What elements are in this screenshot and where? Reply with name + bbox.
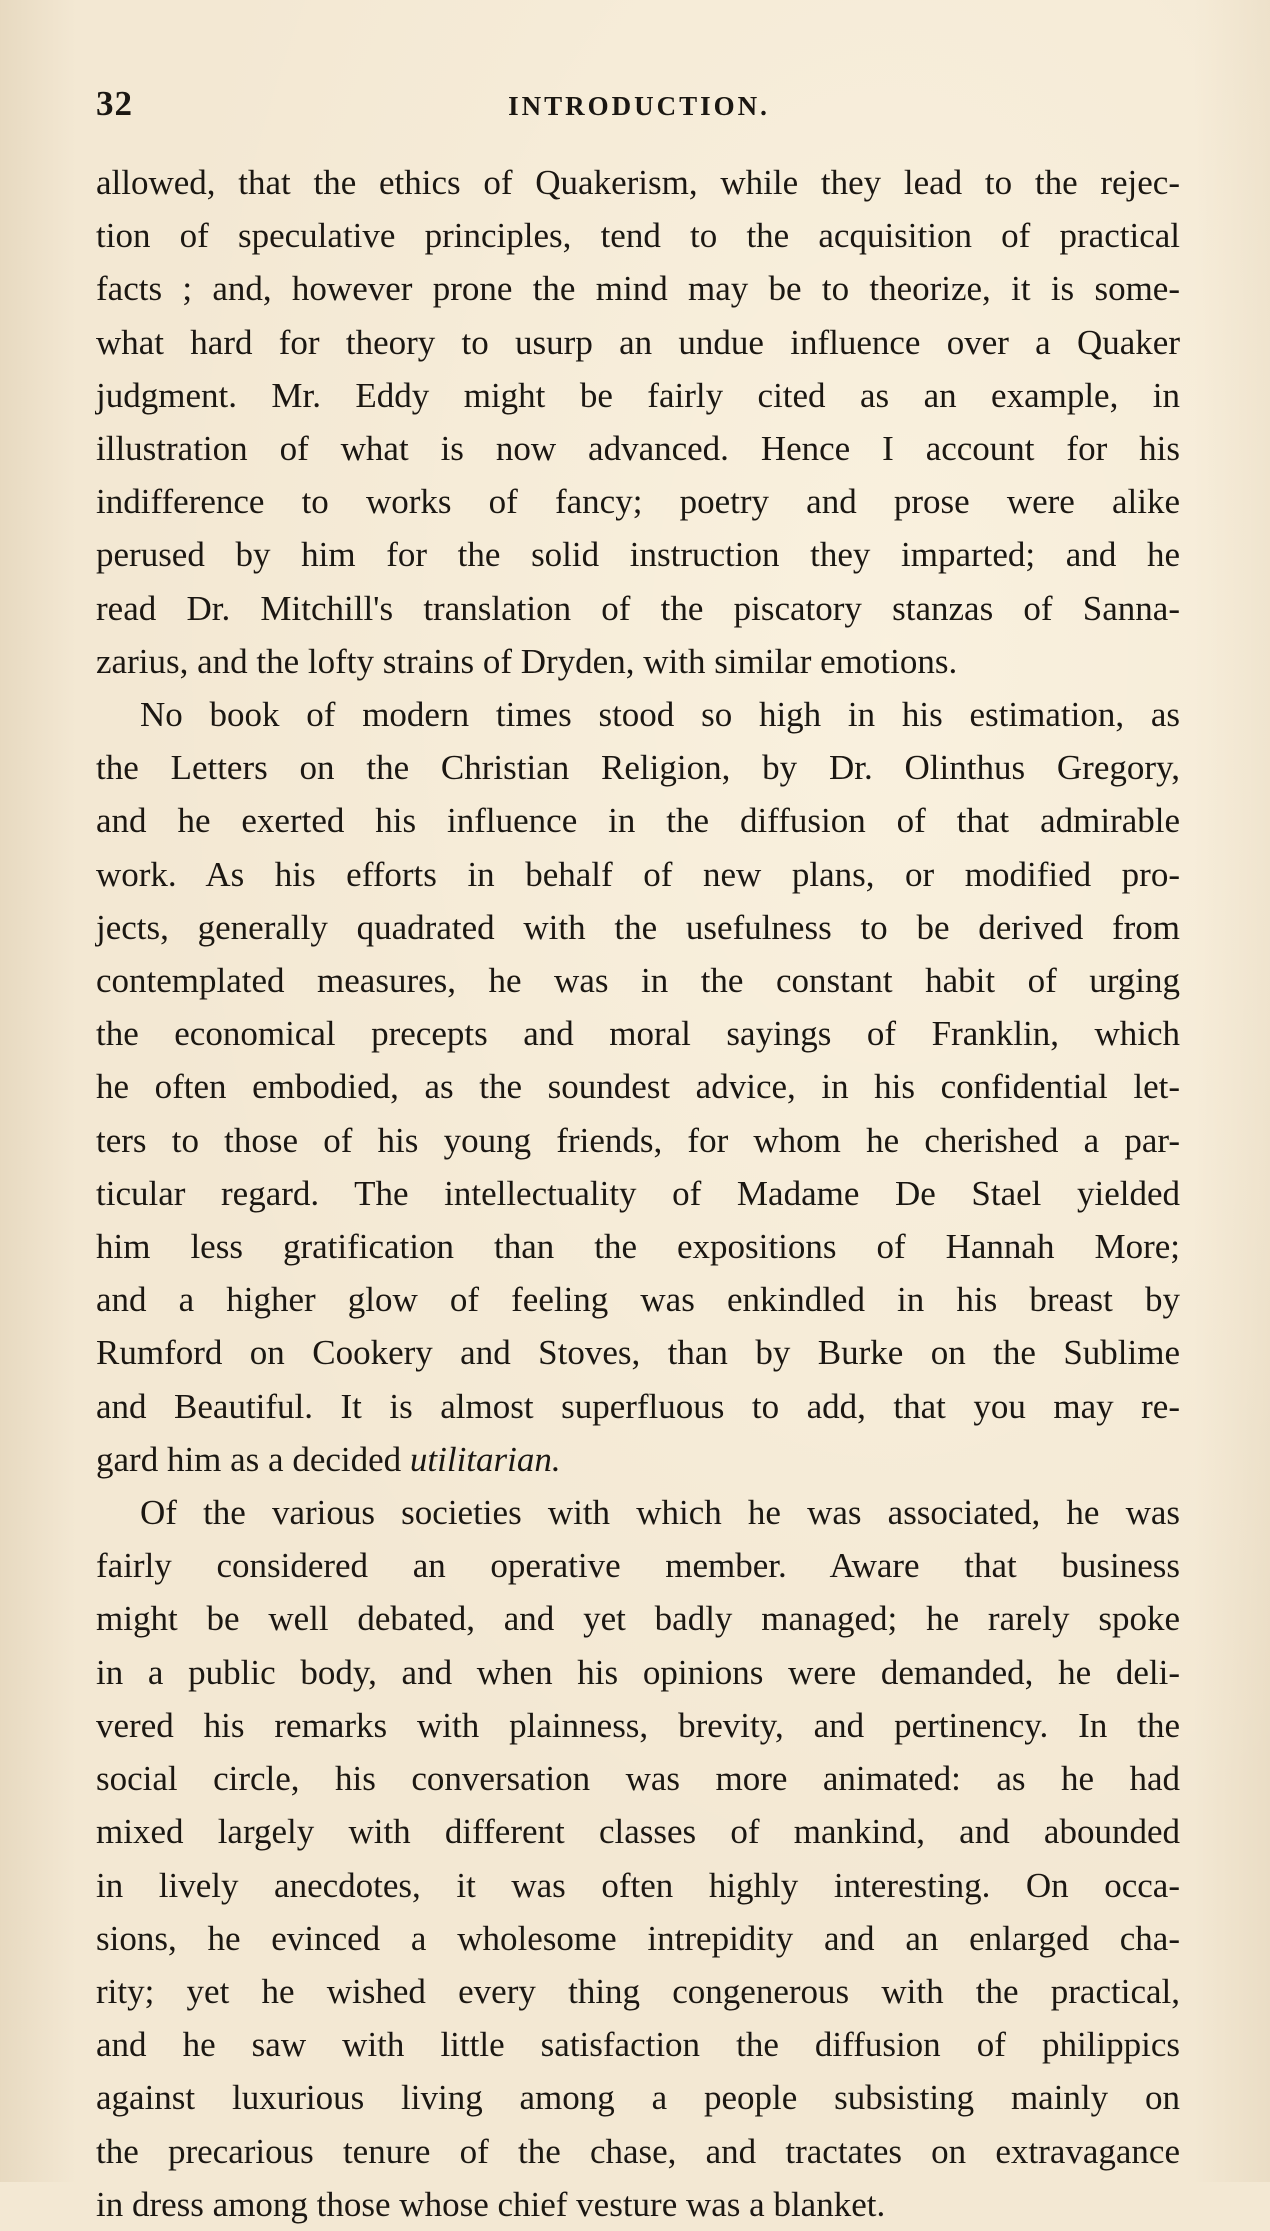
text-line: against luxurious living among a people subsisting mainly on (96, 2078, 1180, 2118)
text-line: indifference to works of fancy; poetry and prose were alike (96, 482, 1180, 522)
text-line: vered his remarks with plainness, brevity, and pertinency. In the (96, 1705, 1180, 1745)
text-line: in a public body, and when his opinions were demanded, he deli- (96, 1652, 1180, 1692)
text-line: and a higher glow of feeling was enkindled in his breast by (96, 1280, 1180, 1320)
text-line: illustration of what is now advanced. Hence I account for his (96, 429, 1180, 469)
text-line: contemplated measures, he was in the constant habit of urging (96, 961, 1180, 1001)
text-line: perused by him for the solid instruction they imparted; and he (96, 535, 1180, 575)
text-line: zarius, and the lofty strains of Dryden, with similar emotions. (96, 641, 958, 681)
text-line: tion of speculative principles, tend to the acquisition of practical (96, 216, 1180, 256)
text-line: and Beautiful. It is almost superfluous to add, that you may re- (96, 1386, 1180, 1426)
paragraph-3 (96, 1486, 1180, 2231)
text-line: Rumford on Cookery and Stoves, than by Burke on the Sublime (96, 1333, 1180, 1373)
text-line: judgment. Mr. Eddy might be fairly cited as an example, in (96, 375, 1180, 415)
text-line: social circle, his conversation was more animated: as he had (96, 1759, 1180, 1799)
text-line: him less gratification than the expositions of Hannah More; (96, 1227, 1180, 1267)
text-line: mixed largely with different classes of mankind, and abounded (96, 1812, 1180, 1852)
text-line: ticular regard. The intellectuality of Madame De Stael yielded (96, 1173, 1180, 1213)
text-line: facts ; and, however prone the mind may be to theorize, it is some- (96, 269, 1180, 309)
text-line: work. As his efforts in behalf of new plans, or modified pro- (96, 854, 1180, 894)
text-line: and he exerted his influence in the diffusion of that admirable (96, 801, 1180, 841)
text-line: might be well debated, and yet badly managed; he rarely spoke (96, 1599, 1180, 1639)
text-line: fairly considered an operative member. Aware that business (96, 1546, 1180, 1586)
paragraph-1 (96, 156, 1180, 688)
text-line: ters to those of his young friends, for whom he cherished a par- (96, 1120, 1180, 1160)
text-line: the Letters on the Christian Religion, by Dr. Olinthus Gregory, (96, 748, 1180, 788)
running-head (96, 84, 1182, 124)
text-line: in dress among those whose chief vesture was a blanket. (96, 2184, 886, 2224)
italic-word: utilitarian. (409, 1439, 561, 1479)
text-line: rity; yet he wished every thing congenerous with the practical, (96, 1971, 1180, 2011)
text-line: No book of modern times stood so high in his estimation, as (140, 695, 1180, 735)
text-line: jects, generally quadrated with the usefulness to be derived from (96, 907, 1180, 947)
text-line: read Dr. Mitchill's translation of the piscatory stanzas of Sanna- (96, 588, 1180, 628)
text-line: the precarious tenure of the chase, and tractates on extravagance (96, 2131, 1180, 2171)
text-line: in lively anecdotes, it was often highly interesting. On occa- (96, 1865, 1180, 1905)
paragraph-2 (96, 688, 1180, 1486)
text-fragment: gard him as a decided (96, 1439, 410, 1479)
page-header-title: INTRODUCTION. (508, 91, 770, 121)
page-number: 32 (96, 84, 133, 123)
text-line (96, 1433, 1180, 1486)
text-line: he often embodied, as the soundest advice, in his confidential let- (96, 1067, 1180, 1107)
text-line: and he saw with little satisfaction the diffusion of philippics (96, 2025, 1180, 2065)
text-line: allowed, that the ethics of Quakerism, while they lead to the rejec- (96, 163, 1180, 202)
text-line: what hard for theory to usurp an undue influence over a Quaker (96, 322, 1180, 362)
body-text (96, 156, 1180, 2231)
text-line: Of the various societies with which he was associated, he was (140, 1493, 1180, 1533)
text-line: sions, he evinced a wholesome intrepidity and an enlarged cha- (96, 1918, 1180, 1958)
text-line: the economical precepts and moral sayings of Franklin, which (96, 1014, 1180, 1054)
